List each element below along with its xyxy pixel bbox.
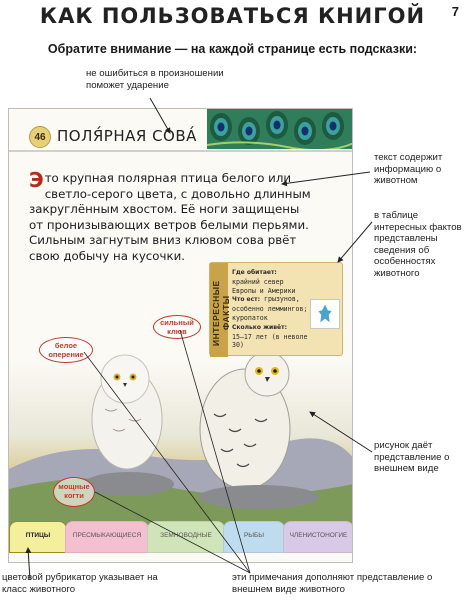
tab-arthropods-label: ЧЛЕНИСТОНОГИЕ (289, 532, 348, 539)
fact-life-label: Сколько живёт: (232, 323, 287, 331)
color-rubric-tabs (9, 521, 353, 553)
tab-arthropods[interactable] (283, 521, 353, 553)
tab-birds-label: ПТИЦЫ (25, 532, 51, 539)
facts-tab (210, 263, 231, 357)
interesting-facts-table (209, 262, 343, 356)
drop-cap: Э (29, 168, 44, 192)
callout-strong-beak-text: сильный клюв (160, 318, 194, 336)
book-page-sample (8, 108, 353, 563)
description-body: то крупная полярная птица белого или светло-серого цвета, с довольно длинным закруглённым хвостом. Её ноги защищены от пронизывающих ветров белыми перьями. Сильным загнутым вниз клювом сова рвёт свою добычу на кусочки. (29, 171, 311, 263)
tab-birds[interactable] (9, 521, 67, 553)
page-number: 7 (451, 4, 459, 19)
peacock-feathers-image (207, 109, 353, 149)
page-title: КАК ПОЛЬЗОВАТЬСЯ КНИГОЙ (39, 4, 426, 28)
species-description (29, 168, 317, 264)
page-subtitle: Обратите внимание — на каждой странице есть подсказки: (47, 42, 418, 56)
tab-amphibians-label: ЗЕМНОВОДНЫЕ (160, 532, 212, 539)
callout-strong-beak (153, 315, 201, 339)
callout-white-plumage-text: белое оперение (48, 341, 84, 359)
fact-habitat-label: Где обитает: (232, 269, 277, 276)
note-remarks: эти примечания дополняют представление о внешнем виде животного (232, 572, 433, 595)
tab-fish[interactable] (223, 521, 285, 553)
fact-food-value: грызунов, особенно леммингов; куропаток (232, 295, 308, 322)
note-stress: не ошибиться в произношении поможет ударение (86, 68, 224, 91)
note-table: в таблице интересных фактов представлены сведения об особенностях животного (374, 210, 462, 279)
callout-powerful-claws (53, 477, 95, 507)
facts-content (232, 268, 308, 350)
habitat-map-icon (310, 299, 340, 329)
tab-reptiles-label: ПРЕСМЫКАЮЩИЕСЯ (72, 532, 142, 539)
note-rubric: цветовой рубрикатор указывает на класс животного (2, 572, 158, 595)
page-number-badge: 46 (29, 126, 51, 148)
tab-fish-label: РЫБЫ (243, 532, 265, 539)
fact-life-value: 15–17 лет (в неволе 30) (232, 332, 308, 350)
tab-reptiles[interactable] (65, 521, 149, 553)
note-text: текст содержит информацию о животном (374, 152, 443, 186)
callout-powerful-claws-text: мощные когти (58, 482, 90, 500)
fact-food-label: Что ест: (232, 296, 261, 304)
fact-habitat-value: крайний север Европы и Америки (232, 277, 296, 295)
tab-amphibians[interactable] (147, 521, 225, 553)
facts-tab-label: ИНТЕРЕСНЫЕ ФАКТЫ (211, 280, 231, 346)
callout-white-plumage (39, 337, 93, 363)
header-rule (9, 150, 353, 152)
note-picture: рисунок даёт представление о внешнем виде (374, 440, 450, 474)
species-title: ПОЛЯ́РНАЯ СОВА́ (57, 127, 197, 145)
